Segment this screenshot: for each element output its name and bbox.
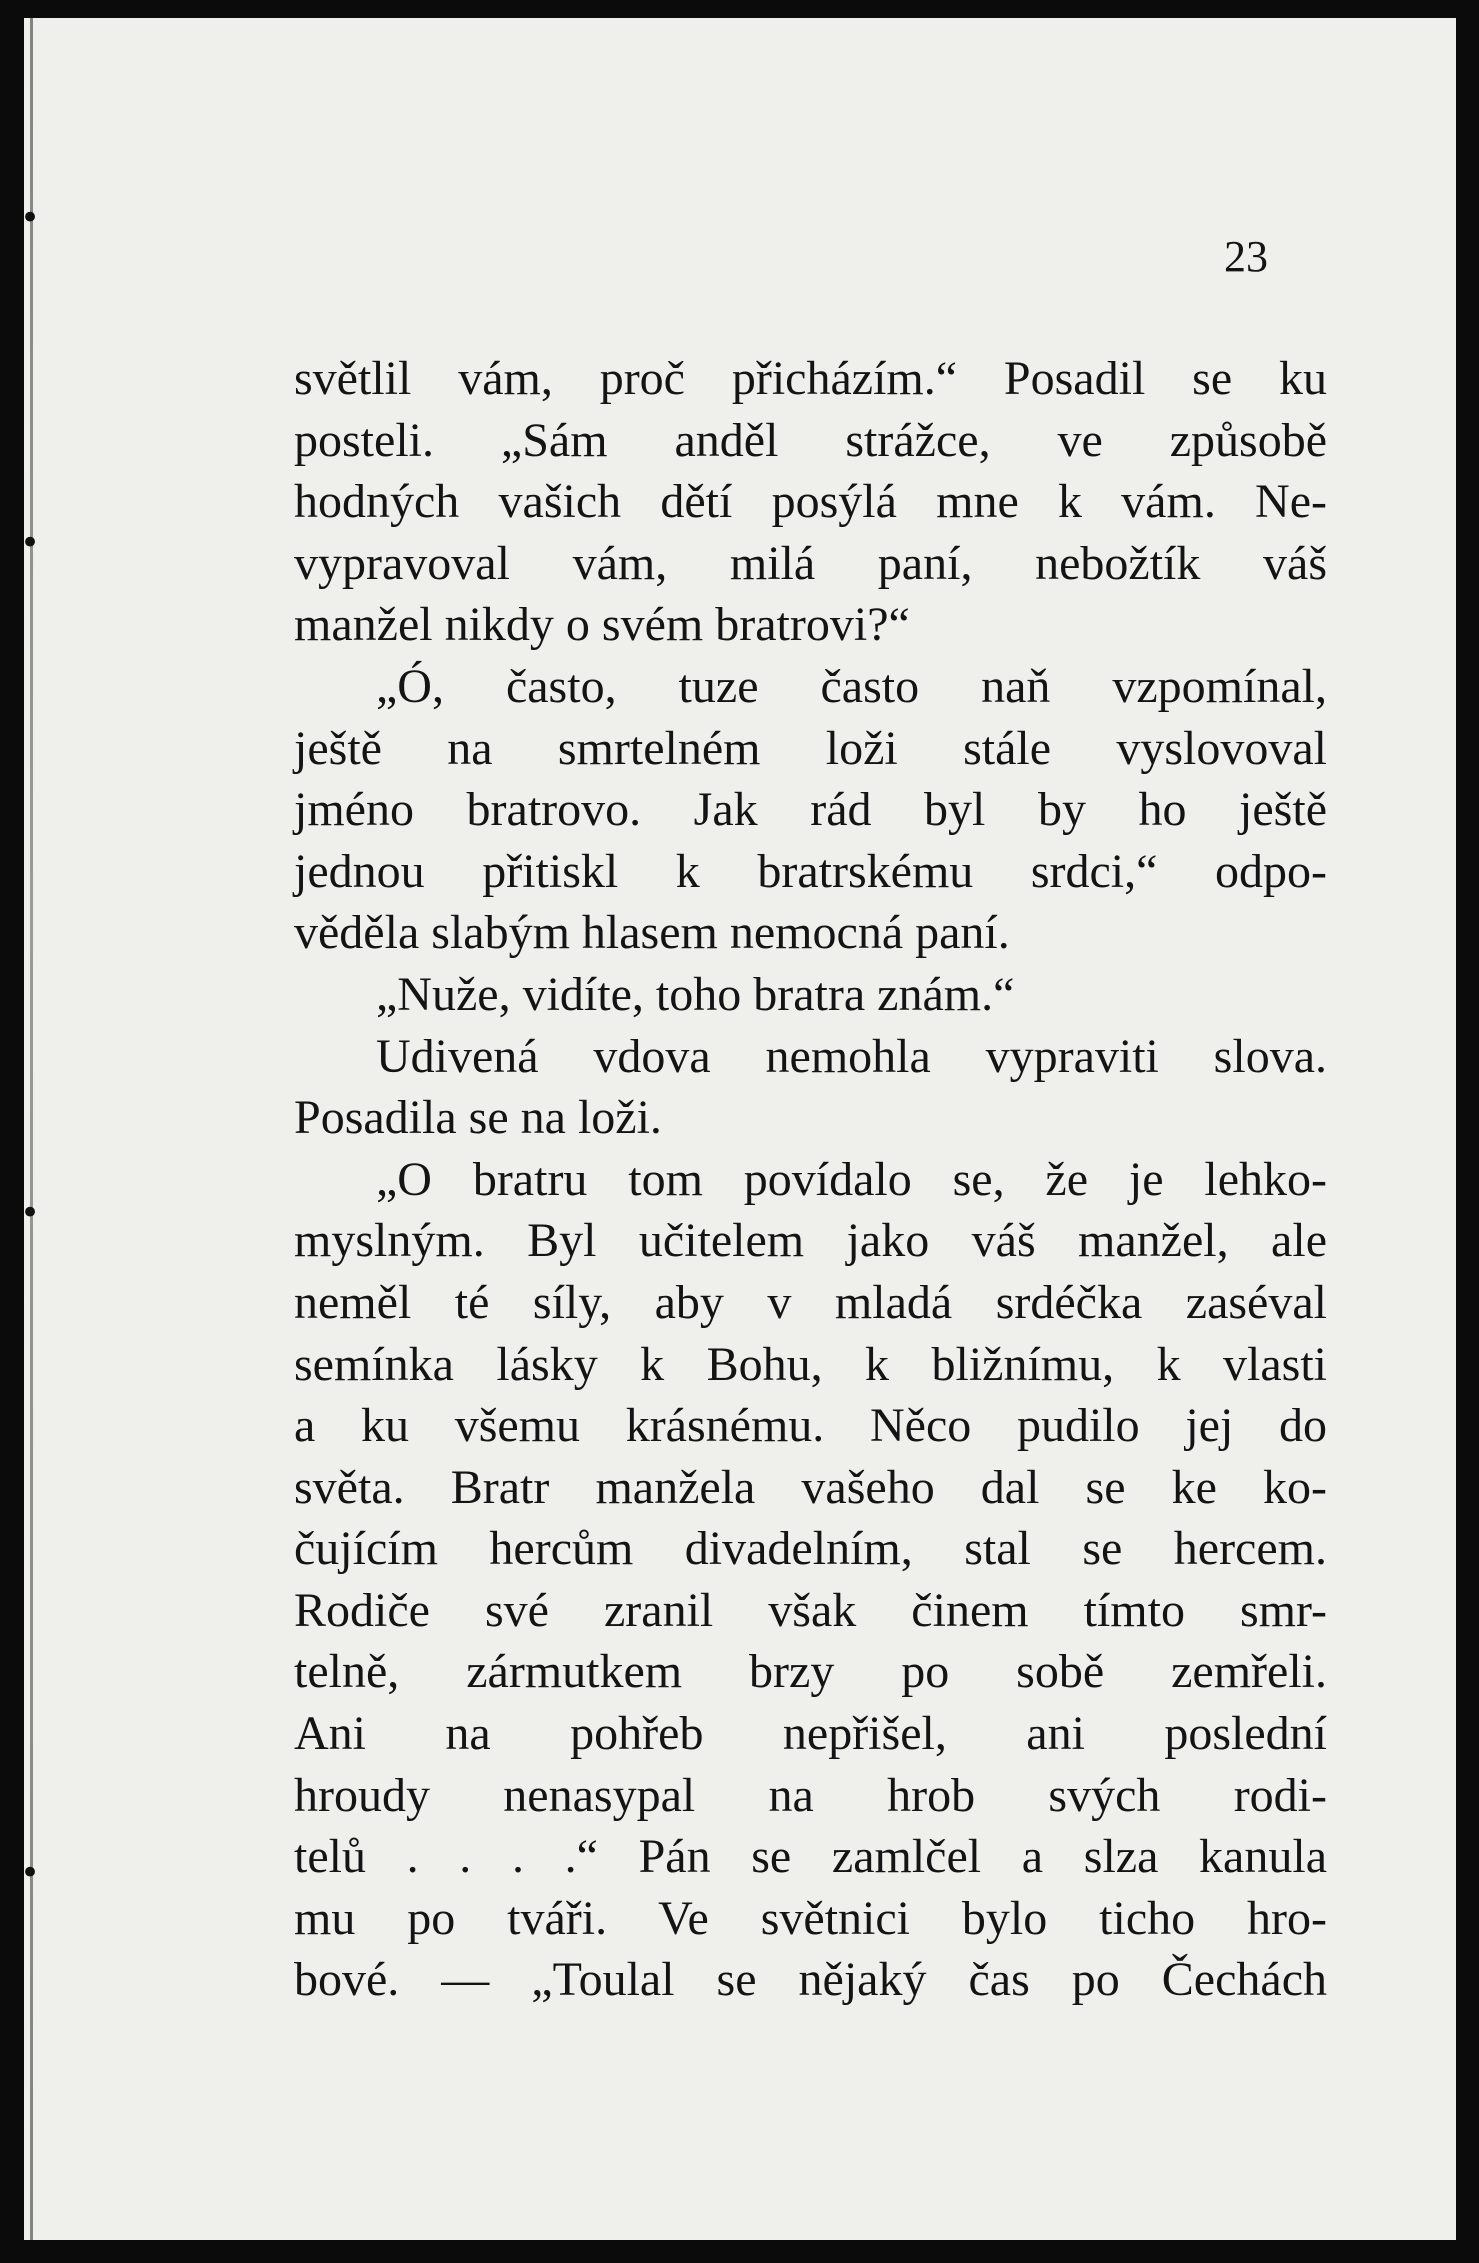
text-line: jméno bratrovo. Jak rád byl by ho ještě: [294, 783, 1327, 837]
paragraph: [294, 1026, 1327, 1149]
text-line: a ku všemu krásnému. Něco pudilo jej do: [294, 1399, 1327, 1453]
text-line: „O bratru tom povídalo se, že je lehko-: [376, 1152, 1327, 1206]
text-line: myslným. Byl učitelem jako váš manžel, ale: [294, 1214, 1327, 1268]
paragraph: [294, 348, 1327, 656]
text-line: mu po tváři. Ve světnici bylo ticho hro-: [294, 1891, 1327, 1945]
text-line: světa. Bratr manžela vašeho dal se ke ko-: [294, 1460, 1327, 1514]
binding-mark: •: [20, 1853, 41, 1893]
text-line: semínka lásky k Bohu, k bližnímu, k vlasti: [294, 1337, 1327, 1391]
text-line: světlil vám, proč přicházím.“ Posadil se ku: [294, 352, 1327, 405]
text-line: Ani na pohřeb nepřišel, ani poslední: [294, 1707, 1327, 1761]
body-text: [294, 348, 1327, 2011]
text-line: vypravoval vám, milá paní, nebožtík váš: [294, 536, 1327, 590]
text-line: telně, zármutkem brzy po sobě zemřeli.: [294, 1645, 1327, 1699]
text-line: věděla slabým hlasem nemocná paní.: [294, 906, 1010, 960]
text-line: Udivená vdova nemohla vypraviti slova.: [376, 1029, 1327, 1083]
paragraph: [294, 964, 1327, 1026]
text-line: „Ó, často, tuze často naň vzpomínal,: [376, 659, 1327, 713]
paragraph: [294, 656, 1327, 964]
text-line: jednou přitiskl k bratrskému srdci,“ odpo-: [294, 844, 1327, 898]
text-line: ještě na smrtelném loži stále vyslovoval: [294, 721, 1327, 775]
text-line: „Nuže, vidíte, toho bratra znám.“: [376, 967, 1015, 1021]
binding-mark: •: [20, 1193, 41, 1233]
text-line: čujícím hercům divadelním, stal se hercem.: [294, 1522, 1327, 1576]
text-line: hodných vašich dětí posýlá mne k vám. Ne-: [294, 475, 1327, 529]
paragraph: [294, 1149, 1327, 2011]
text-line: bové. — „Toulal se nějaký čas po Čechách: [294, 1953, 1327, 2007]
text-line: Rodiče své zranil však činem tímto smr-: [294, 1583, 1327, 1637]
text-line: neměl té síly, aby v mladá srdéčka zaséval: [294, 1275, 1327, 1329]
text-line: telů . . . .“ Pán se zamlčel a slza kanula: [294, 1830, 1327, 1884]
page-number: 23: [1224, 232, 1268, 281]
text-line: Posadila se na loži.: [294, 1091, 662, 1145]
book-page: [20, 18, 1456, 2240]
binding-mark: •: [20, 523, 41, 563]
text-line: hroudy nenasypal na hrob svých rodi-: [294, 1768, 1327, 1822]
binding-mark: •: [20, 198, 41, 238]
text-line: posteli. „Sám anděl strážce, ve způsobě: [294, 413, 1327, 467]
text-line: manžel nikdy o svém bratrovi?“: [294, 598, 910, 652]
binding-edge: [30, 18, 33, 2240]
